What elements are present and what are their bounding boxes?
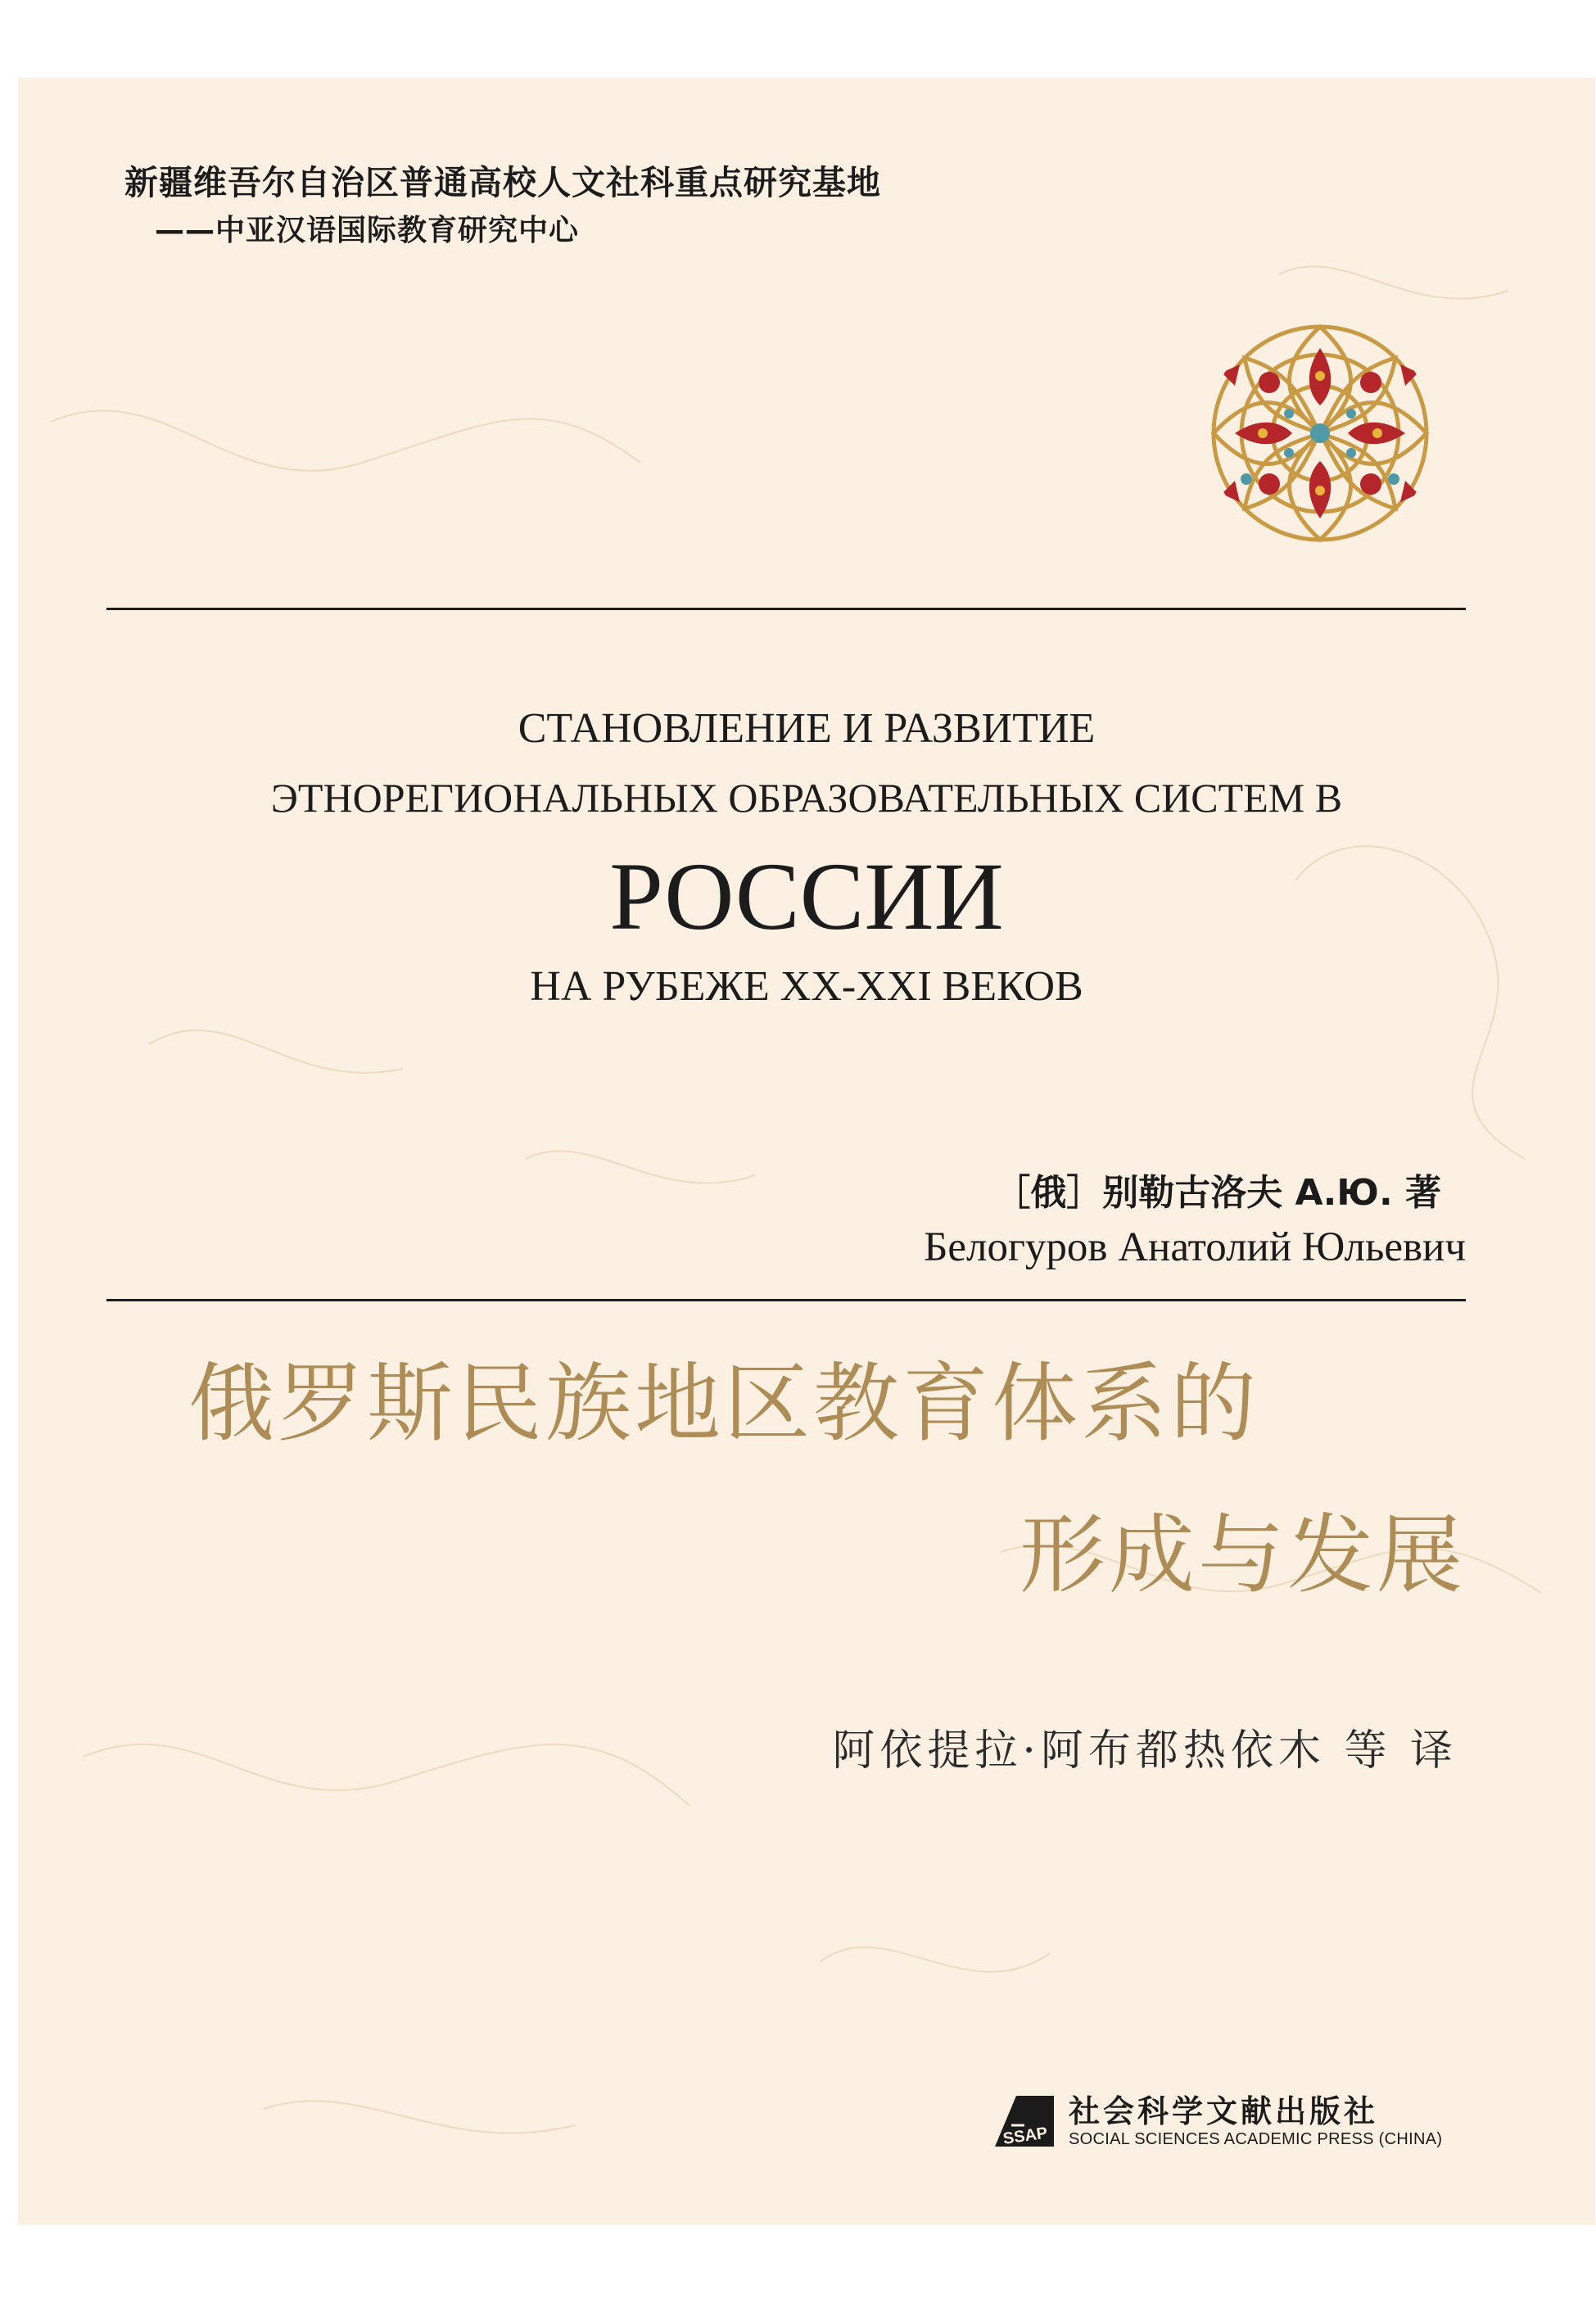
- translator: 阿依提拉·阿布都热依木 等 译: [832, 1726, 1458, 1776]
- author-chinese: ［俄］别勒古洛夫 А.Ю. 著: [994, 1172, 1441, 1214]
- russian-title-line-1: СТАНОВЛЕНИЕ И РАЗВИТИЕ: [518, 705, 1096, 752]
- chinese-title-line-2: 形成与发展: [1019, 1505, 1466, 1605]
- middle-divider: [106, 1299, 1466, 1301]
- russian-title-line-4: НА РУБЕЖЕ XX-XXI ВЕКОВ: [530, 963, 1083, 1010]
- ssap-logo-icon: [988, 2093, 1056, 2148]
- author-russian: Белогуров Анатолий Юльевич: [924, 1224, 1466, 1270]
- chinese-title-line-1: 俄罗斯民族地区教育体系的: [188, 1354, 1260, 1454]
- floral-medallion-icon: [1197, 315, 1443, 551]
- top-divider: [106, 608, 1466, 610]
- book-cover: [18, 78, 1595, 2225]
- ssap-logo-text: SSAP: [1001, 2124, 1049, 2148]
- publisher-chinese: 社会科学文献出版社: [1069, 2093, 1379, 2129]
- publisher-english: SOCIAL SCIENCES ACADEMIC PRESS (CHINA): [1069, 2130, 1443, 2148]
- institution-line-2: ——中亚汉语国际教育研究中心: [155, 214, 580, 247]
- russian-title-line-2: ЭТНОРЕГИОНАЛЬНЫХ ОБРАЗОВАТЕЛЬНЫХ СИСТЕМ В: [270, 775, 1343, 821]
- institution-line-1: 新疆维吾尔自治区普通高校人文社科重点研究基地: [124, 163, 881, 202]
- russian-title-main: РОССИИ: [609, 843, 1004, 950]
